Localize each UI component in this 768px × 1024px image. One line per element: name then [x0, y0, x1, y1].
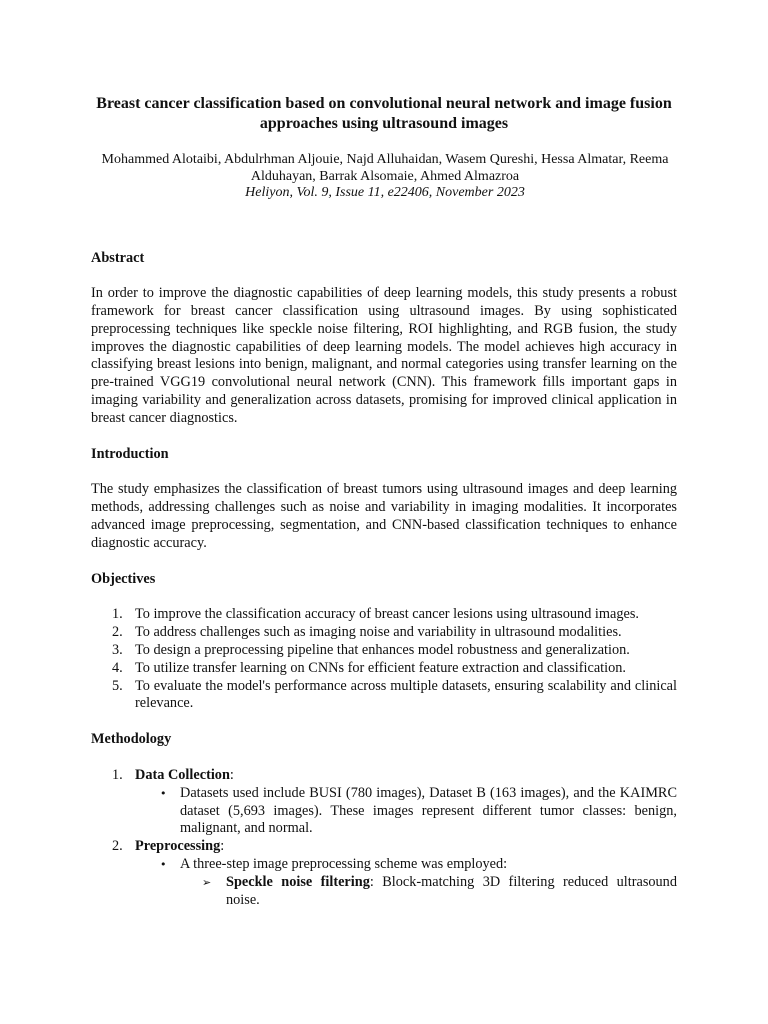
methodology-step-label: Data Collection [135, 767, 230, 784]
arrow-bullet-icon: ➢ [202, 875, 212, 889]
list-number: 5. [112, 677, 123, 694]
methodology-step-label: Preprocessing [135, 838, 221, 855]
methodology-item [91, 767, 677, 838]
bullet-list [135, 856, 677, 909]
objective-text: To address challenges such as imaging noise and variability in ultrasound modalities. [135, 624, 622, 641]
objective-text: To design a preprocessing pipeline that enhances model robustness and generalization. [135, 642, 630, 659]
bullet-text: Datasets used include BUSI (780 images), Dataset B (163 images), and the KAIMRC dataset (5,693 images). These images represent different tumor classes: benign, malignant, and normal. [180, 784, 677, 837]
sub-bullet-text: : Block-matching 3D filtering reduced ultrasound noise. [226, 873, 677, 908]
introduction-text: The study emphasizes the classification of breast tumors using ultrasound images and deep learning methods, addressing challenges such as noise and variability in imaging modalities. It incorporates advanced image preprocessing, segmentation, and CNN-based classification techniques to enhance diagnostic accuracy. [91, 481, 677, 551]
label-colon: : [220, 838, 225, 855]
methodology-list [91, 767, 677, 909]
list-number: 4. [112, 659, 123, 676]
list-number: 2. [112, 838, 123, 855]
bullet-text: A three-step image preprocessing scheme was employed: [180, 856, 508, 873]
journal-citation: Heliyon, Vol. 9, Issue 11, e22406, November 2023 [245, 185, 525, 200]
objectives-list [91, 606, 677, 713]
objective-item [91, 606, 677, 624]
sub-bullet-list [180, 874, 677, 910]
objective-item [91, 678, 677, 714]
list-number: 1. [112, 606, 123, 623]
objective-item [91, 642, 677, 660]
sub-bullet-item [180, 874, 677, 910]
methodology-item [91, 838, 677, 909]
abstract-heading: Abstract [91, 249, 145, 266]
label-colon: : [229, 767, 234, 784]
objective-text: To utilize transfer learning on CNNs for efficient feature extraction and classification. [135, 659, 626, 676]
objectives-heading: Objectives [91, 570, 156, 587]
list-number: 1. [112, 767, 123, 784]
list-number: 2. [112, 624, 123, 641]
abstract-text: In order to improve the diagnostic capabilities of deep learning models, this study presents a robust framework for breast cancer classification using ultrasound images. By using sophisticated preprocessing techniques like speckle noise filtering, ROI highlighting, and RGB fusion, the study improves the diagnostic capabilities of deep learning models. The model achieves high accuracy in classifying breast lesions into benign, malignant, and normal categories using transfer learning on the pre-trained VGG19 convolutional neural network (CNN). This framework fills important gaps in imaging variability and generalization across datasets, promising for improved clinical application in breast cancer diagnostics. [91, 285, 677, 426]
objective-item [91, 660, 677, 678]
bullet-icon: • [160, 786, 167, 800]
list-number: 3. [112, 642, 123, 659]
objective-item [91, 624, 677, 642]
methodology-heading: Methodology [91, 731, 172, 748]
introduction-heading: Introduction [91, 445, 169, 462]
author-list: Mohammed Alotaibi, Abdulrhman Aljouie, Najd Alluhaidan, Wasem Qureshi, Hessa Almatar, Reema Alduhayan, Barrak Alsomaie, Ahmed Almazroa [101, 152, 669, 184]
bullet-list [135, 785, 677, 838]
bullet-item [135, 785, 677, 838]
bullet-item [135, 856, 677, 909]
paper-title: Breast cancer classification based on convolutional neural network and image fusion approaches using ultrasound images [96, 95, 672, 132]
objective-text: To improve the classification accuracy of breast cancer lesions using ultrasound images. [135, 606, 639, 623]
bullet-icon: • [160, 858, 167, 872]
sub-bullet-label: Speckle noise filtering [226, 873, 370, 890]
document-page [91, 94, 677, 909]
objective-text: To evaluate the model's performance across multiple datasets, ensuring scalability and clinical relevance. [135, 677, 677, 712]
